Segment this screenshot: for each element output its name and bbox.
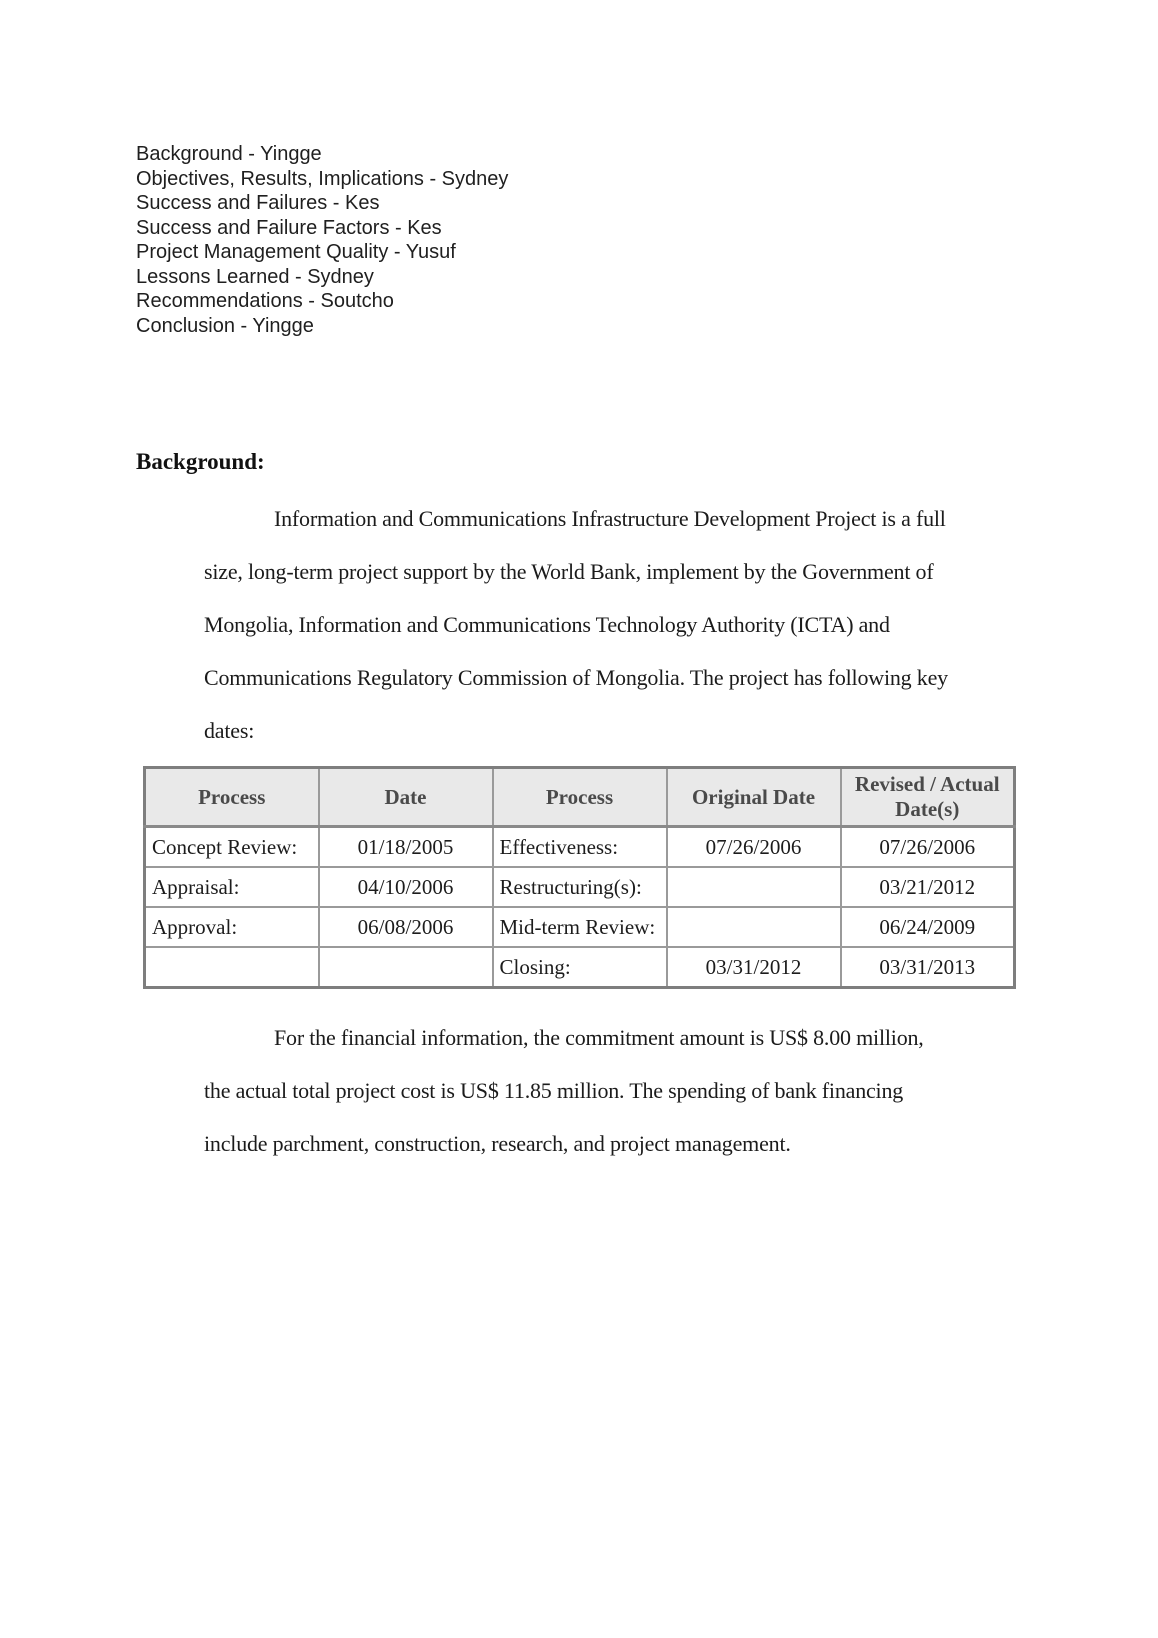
table-cell-original-date: 03/31/2012 <box>667 947 841 988</box>
assignment-list-item: Background - Yingge <box>136 143 322 165</box>
assignment-list-item: Lessons Learned - Sydney <box>136 265 374 288</box>
table-header-date: Date <box>319 768 493 827</box>
table-cell-process: Mid-term Review: <box>493 907 667 947</box>
table-cell-date: 06/08/2006 <box>319 907 493 947</box>
table-cell-original-date <box>667 907 841 947</box>
paragraph-line: Information and Communications Infrastructure Development Project is a full <box>274 506 946 531</box>
table-cell-process: Approval: <box>145 907 319 947</box>
assignment-list-item: Conclusion - Yingge <box>136 314 314 337</box>
table-cell-process: Effectiveness: <box>493 827 667 868</box>
paragraph-line: For the financial information, the commitment amount is US$ 8.00 million, <box>274 1025 924 1050</box>
paragraph-line: the actual total project cost is US$ 11.85 million. The spending of bank financing <box>204 1078 904 1103</box>
table-header-revised-actual-date: Revised / Actual Date(s) <box>841 768 1015 827</box>
table-header-original-date: Original Date <box>667 768 841 827</box>
table-cell-process: Closing: <box>493 947 667 988</box>
table-cell-date: 01/18/2005 <box>319 827 493 868</box>
key-dates-table <box>143 766 1016 989</box>
table-cell-date <box>319 947 493 988</box>
table-cell-original-date <box>667 867 841 907</box>
table-cell-process: Restructuring(s): <box>493 867 667 907</box>
table-cell-revised-date: 07/26/2006 <box>841 827 1015 868</box>
table-cell-revised-date: 03/21/2012 <box>841 867 1015 907</box>
paragraph-line: Mongolia, Information and Communications Technology Authority (ICTA) and <box>204 612 890 637</box>
table-cell-date: 04/10/2006 <box>319 867 493 907</box>
paragraph-line: size, long-term project support by the World Bank, implement by the Government of <box>204 559 934 584</box>
assignment-list-item: Success and Failures - Kes <box>136 192 380 214</box>
assignment-list <box>136 142 1158 338</box>
table-header-process-1: Process <box>145 768 319 827</box>
section-heading-background: Background: <box>136 449 265 474</box>
table-cell-original-date: 07/26/2006 <box>667 827 841 868</box>
assignment-list-item: Success and Failure Factors - Kes <box>136 216 442 239</box>
table-row <box>145 907 1015 947</box>
table-header-row <box>145 768 1015 827</box>
paragraph-financial-info <box>204 1011 1158 1170</box>
table-cell-revised-date: 03/31/2013 <box>841 947 1015 988</box>
assignment-list-item: Project Management Quality - Yusuf <box>136 241 456 263</box>
paragraph-project-overview <box>204 492 1158 757</box>
table-cell-process: Concept Review: <box>145 827 319 868</box>
table-cell-revised-date: 06/24/2009 <box>841 907 1015 947</box>
assignment-list-item: Objectives, Results, Implications - Sydney <box>136 167 509 190</box>
assignment-list-item: Recommendations - Soutcho <box>136 290 394 312</box>
table-row <box>145 947 1015 988</box>
table-cell-process <box>145 947 319 988</box>
table-row <box>145 827 1015 868</box>
table-row <box>145 867 1015 907</box>
paragraph-line: Communications Regulatory Commission of Mongolia. The project has following key <box>204 665 948 690</box>
paragraph-line: dates: <box>204 718 255 743</box>
table-cell-process: Appraisal: <box>145 867 319 907</box>
table-header-process-2: Process <box>493 768 667 827</box>
paragraph-line: include parchment, construction, research, and project management. <box>204 1131 791 1156</box>
